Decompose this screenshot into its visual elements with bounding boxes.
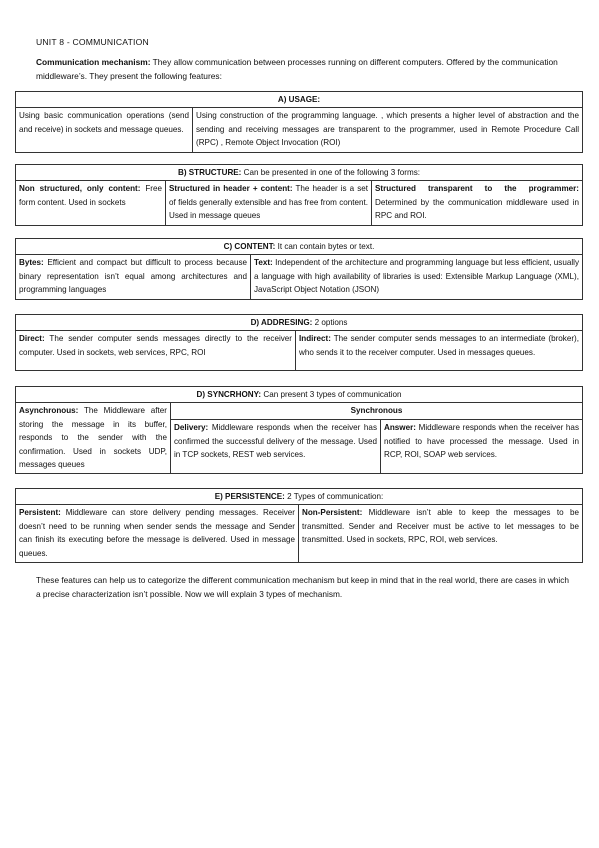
addressing-header-text: 2 options	[312, 318, 348, 327]
structure-cell-header-content	[166, 181, 372, 225]
content-cell-text-format	[251, 255, 583, 299]
content-cell-text: Efficient and compact but difficult to process because binary representation isn’t equal among architectures and programming languages	[19, 258, 247, 295]
synchrony-cell-title: Answer:	[384, 423, 416, 433]
addressing-table	[15, 314, 583, 371]
addressing-cell-indirect	[296, 331, 583, 371]
synchrony-header-text: Can present 3 types of communication	[261, 390, 402, 399]
structure-cell-title: Structured in header + content:	[169, 184, 293, 194]
synchrony-cell-text: Middleware responds when the receiver has notified to have processed the message. Used in RCP, ROI, SOAP web services.	[384, 423, 579, 460]
intro-text: They allow communication between processes running on different computers. Offered by the communication middleware’s. They present the following features:	[36, 57, 558, 81]
structure-cell-title: Structured transparent to the programmer:	[375, 184, 579, 194]
structure-header-title: B) STRUCTURE:	[177, 168, 242, 177]
persistence-cell-text: Middleware isn’t able to keep the messages to be transmitted. Sender and Receiver must be active to let messages to be transmitted. Used in sockets, RPC, ROI, web services.	[302, 508, 579, 545]
content-cell-text: Independent of the architecture and programming language but less efficient, usually a language with high availability of libraries is used: Extensible Markup Language (XML), JavaScript Object Notation (JSON)	[254, 258, 579, 295]
content-header-title: C) CONTENT:	[223, 242, 276, 251]
persistence-cell-persistent	[16, 505, 299, 563]
structure-header-text: Can be presented in one of the following 3 forms:	[241, 168, 421, 177]
synchrony-synchronous-label: Synchronous	[171, 403, 583, 420]
structure-cell-title: Non structured, only content:	[19, 184, 141, 194]
usage-basic-cell: Using basic communication operations (send and receive) in sockets and message queues.	[16, 108, 193, 152]
addressing-header	[16, 315, 583, 331]
persistence-cell-title: Persistent:	[19, 508, 61, 518]
synchrony-cell-title: Delivery:	[174, 423, 209, 433]
synchrony-header-title: D) SYNCRHONY:	[196, 390, 262, 399]
structure-header	[16, 165, 583, 181]
unit-title: UNIT 8 - COMMUNICATION	[36, 37, 149, 47]
persistence-cell-non-persistent	[299, 505, 583, 563]
synchrony-table	[15, 386, 583, 474]
persistence-header	[16, 489, 583, 505]
synchrony-cell-text: Middleware responds when the receiver has confirmed the successful delivery of the message. Used in TCP sockets, REST web services.	[174, 423, 377, 460]
structure-table	[15, 164, 583, 226]
persistence-cell-title: Non-Persistent:	[302, 508, 363, 518]
usage-header: A) USAGE:	[16, 92, 583, 108]
addressing-cell-title: Direct:	[19, 334, 45, 344]
addressing-cell-text: The sender computer sends messages directly to the receiver computer. Used in sockets, web services, RPC, ROI	[19, 334, 292, 357]
structure-cell-text: The header is a set of fields generally extensible and has free from content. Used in message queues	[169, 184, 368, 221]
structure-cell-text: Free form content. Used in sockets	[19, 184, 162, 207]
synchrony-cell-delivery	[171, 420, 381, 474]
addressing-cell-text: The sender computer sends messages to an intermediate (broker), who sends it to the receiver computer. Used in messages queues.	[299, 334, 579, 357]
content-cell-title: Bytes:	[19, 258, 44, 268]
persistence-cell-text: Middleware can store delivery pending messages. Receiver doesn’t need to be running when sender sends the message and Sender can finish its executing before the message is delivered. Used in message queues.	[19, 508, 295, 558]
structure-cell-non-structured	[16, 181, 166, 225]
intro-paragraph	[36, 55, 572, 83]
content-table	[15, 238, 583, 300]
usage-table	[15, 91, 583, 153]
content-cell-bytes	[16, 255, 251, 299]
persistence-table	[15, 488, 583, 563]
addressing-cell-direct	[16, 331, 296, 371]
synchrony-cell-asynchronous	[16, 403, 171, 474]
addressing-cell-title: Indirect:	[299, 334, 331, 344]
persistence-header-title: E) PERSISTENCE:	[214, 492, 285, 501]
usage-language-cell: Using construction of the programming language. , which presents a higher level of abstraction and the sending and receiving messages are transparent to the programmer, used in Remote Procedure Call (RPC) , Remote Object Invocation (ROI)	[193, 108, 583, 152]
intro-term: Communication mechanism:	[36, 57, 151, 67]
structure-cell-transparent	[372, 181, 583, 225]
synchrony-cell-title: Asynchronous:	[19, 406, 79, 416]
synchrony-cell-answer	[381, 420, 583, 474]
synchrony-header	[16, 387, 583, 403]
persistence-header-text: 2 Types of communication:	[284, 492, 384, 501]
synchrony-cell-text: The Middleware after storing the message in its buffer, responds to the sender with the confirmation. Used in sockets UDP, messages queues	[19, 406, 167, 470]
content-cell-title: Text:	[254, 258, 273, 268]
content-header-text: It can contain bytes or text.	[275, 242, 375, 251]
content-header	[16, 239, 583, 255]
closing-paragraph: These features can help us to categorize the different communication mechanism but keep in mind that in the real world, there are cases in which a precise characterization isn’t possible. Now we will explain 3 types of mechanism.	[36, 575, 569, 599]
addressing-header-title: D) ADDRESING:	[250, 318, 313, 327]
structure-cell-text: Determined by the communication middleware used in RPC and ROI.	[375, 197, 579, 221]
